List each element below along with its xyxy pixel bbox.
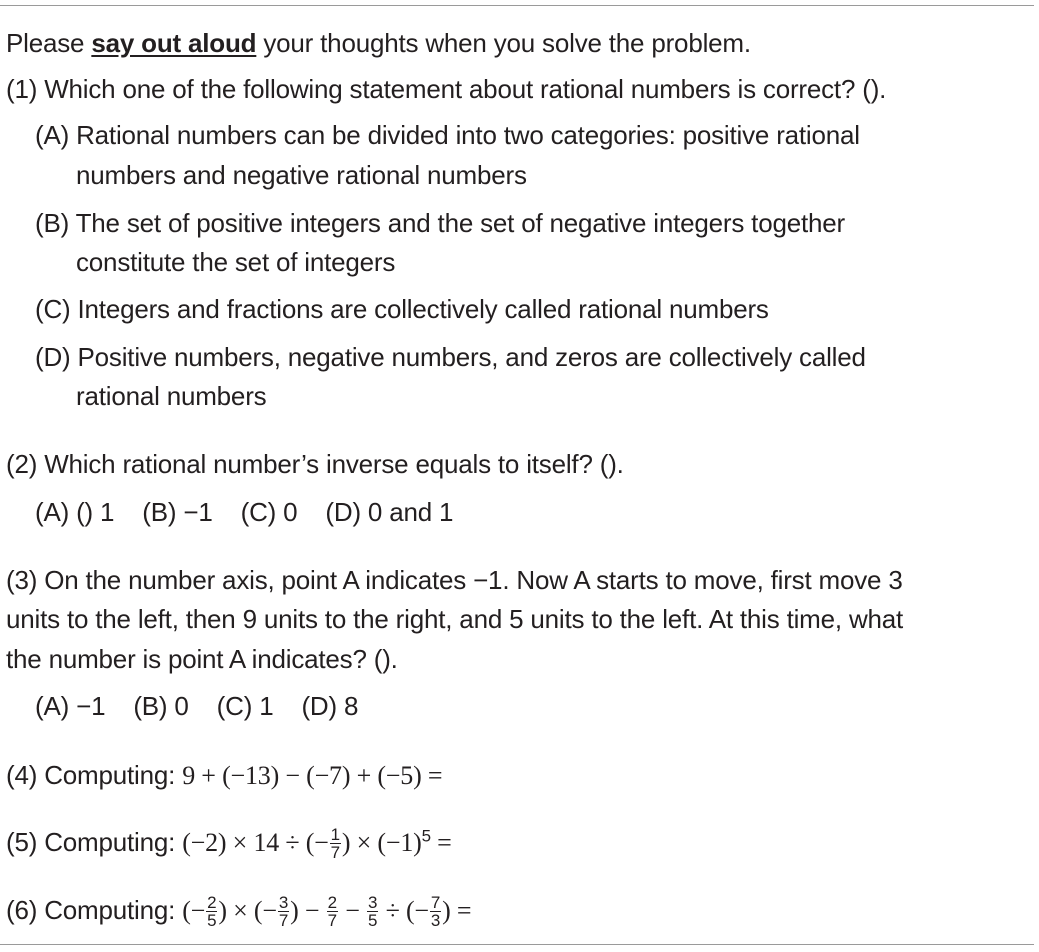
q6-fraction-1-denominator: 5 xyxy=(207,910,217,930)
q6-fraction-4-numerator: 3 xyxy=(368,892,378,912)
q6-part-2: ) × (− xyxy=(218,896,277,925)
q6-fraction-2-numerator: 3 xyxy=(278,892,289,912)
question-4 xyxy=(6,760,442,791)
question-3-stem-line1: (3) On the number axis, point A indicates −1. Now A starts to move, first move 3 xyxy=(6,565,903,595)
q1-option-d-line2: rational numbers xyxy=(76,381,267,411)
q2-option-c: (C) 0 xyxy=(240,497,298,527)
q6-fraction-5-numerator: 7 xyxy=(430,892,441,912)
q4-expression: 9 + (−13) − (−7) + (−5) = xyxy=(182,761,443,790)
q5-expr-part-a: (−2) × 14 ÷ (− xyxy=(182,828,329,857)
q6-part-5: ÷ (− xyxy=(385,896,429,925)
q3-options xyxy=(35,691,358,721)
q2-options xyxy=(35,497,453,527)
question-5 xyxy=(6,824,452,863)
bottom-rule xyxy=(0,944,1034,945)
q1-option-b-line2: constitute the set of integers xyxy=(76,247,396,277)
q6-part-3: ) − xyxy=(290,896,320,925)
q5-expr-part-b: ) × (−1) xyxy=(341,828,422,857)
q5-label: (5) Computing: xyxy=(6,827,176,857)
q2-option-d: (D) 0 and 1 xyxy=(325,497,454,527)
q2-option-a: (A) () 1 xyxy=(35,497,115,527)
q5-fraction-numerator: 1 xyxy=(330,824,340,844)
intro-prefix: Please xyxy=(6,28,85,58)
q3-option-c: (C) 1 xyxy=(216,691,274,721)
q6-fraction-4 xyxy=(367,894,378,929)
q6-expression xyxy=(182,892,472,930)
question-3-stem-line2: units to the left, then 9 units to the right, and 5 units to the left. At this time, what xyxy=(6,604,904,634)
q1-option-a-line2: numbers and negative rational numbers xyxy=(76,160,527,190)
q1-option-b-line1: (B) The set of positive integers and the set of negative integers together xyxy=(35,208,845,238)
q5-fraction-denominator: 7 xyxy=(330,842,340,862)
q6-fraction-5-denominator: 3 xyxy=(430,910,441,930)
q2-option-b: (B) −1 xyxy=(142,497,213,527)
q6-fraction-1-numerator: 2 xyxy=(207,892,217,912)
q5-fraction xyxy=(330,826,341,861)
q3-option-d: (D) 8 xyxy=(301,691,359,721)
q6-fraction-3-denominator: 7 xyxy=(327,910,337,930)
top-rule xyxy=(0,5,1034,6)
q6-part-4: − xyxy=(345,896,360,925)
intro-suffix: your thoughts when you solve the problem. xyxy=(263,28,751,58)
q6-part-1: (− xyxy=(182,896,206,925)
question-1-stem: (1) Which one of the following statement about rational numbers is correct? (). xyxy=(6,74,887,104)
q6-fraction-2-denominator: 7 xyxy=(278,910,289,930)
q6-fraction-5 xyxy=(430,894,441,929)
question-3-stem-line3: the number is point A indicates? (). xyxy=(6,644,398,674)
q6-fraction-3 xyxy=(327,894,338,929)
q6-fraction-4-denominator: 5 xyxy=(368,910,378,930)
q1-option-d-line1: (D) Positive numbers, negative numbers, and zeros are collectively called xyxy=(35,342,866,372)
q6-fraction-3-numerator: 2 xyxy=(327,892,337,912)
question-6 xyxy=(6,892,472,931)
q6-fraction-2 xyxy=(278,894,289,929)
q1-option-c-line1: (C) Integers and fractions are collectively called rational numbers xyxy=(35,294,769,324)
q6-part-6: ) = xyxy=(442,896,472,925)
q5-expr-part-c: = xyxy=(430,828,452,857)
q1-option-a-line1: (A) Rational numbers can be divided into two categories: positive rational xyxy=(35,120,860,150)
intro-line xyxy=(6,28,751,58)
q3-option-a: (A) −1 xyxy=(35,691,106,721)
q6-fraction-1 xyxy=(206,894,217,929)
question-2-stem: (2) Which rational number’s inverse equals to itself? (). xyxy=(6,449,624,479)
q4-label: (4) Computing: xyxy=(6,760,176,790)
q5-expression xyxy=(182,824,452,862)
q6-label: (6) Computing: xyxy=(6,895,176,925)
q5-exponent: 5 xyxy=(421,826,431,846)
intro-emphasis: say out aloud xyxy=(91,28,257,58)
q3-option-b: (B) 0 xyxy=(133,691,189,721)
